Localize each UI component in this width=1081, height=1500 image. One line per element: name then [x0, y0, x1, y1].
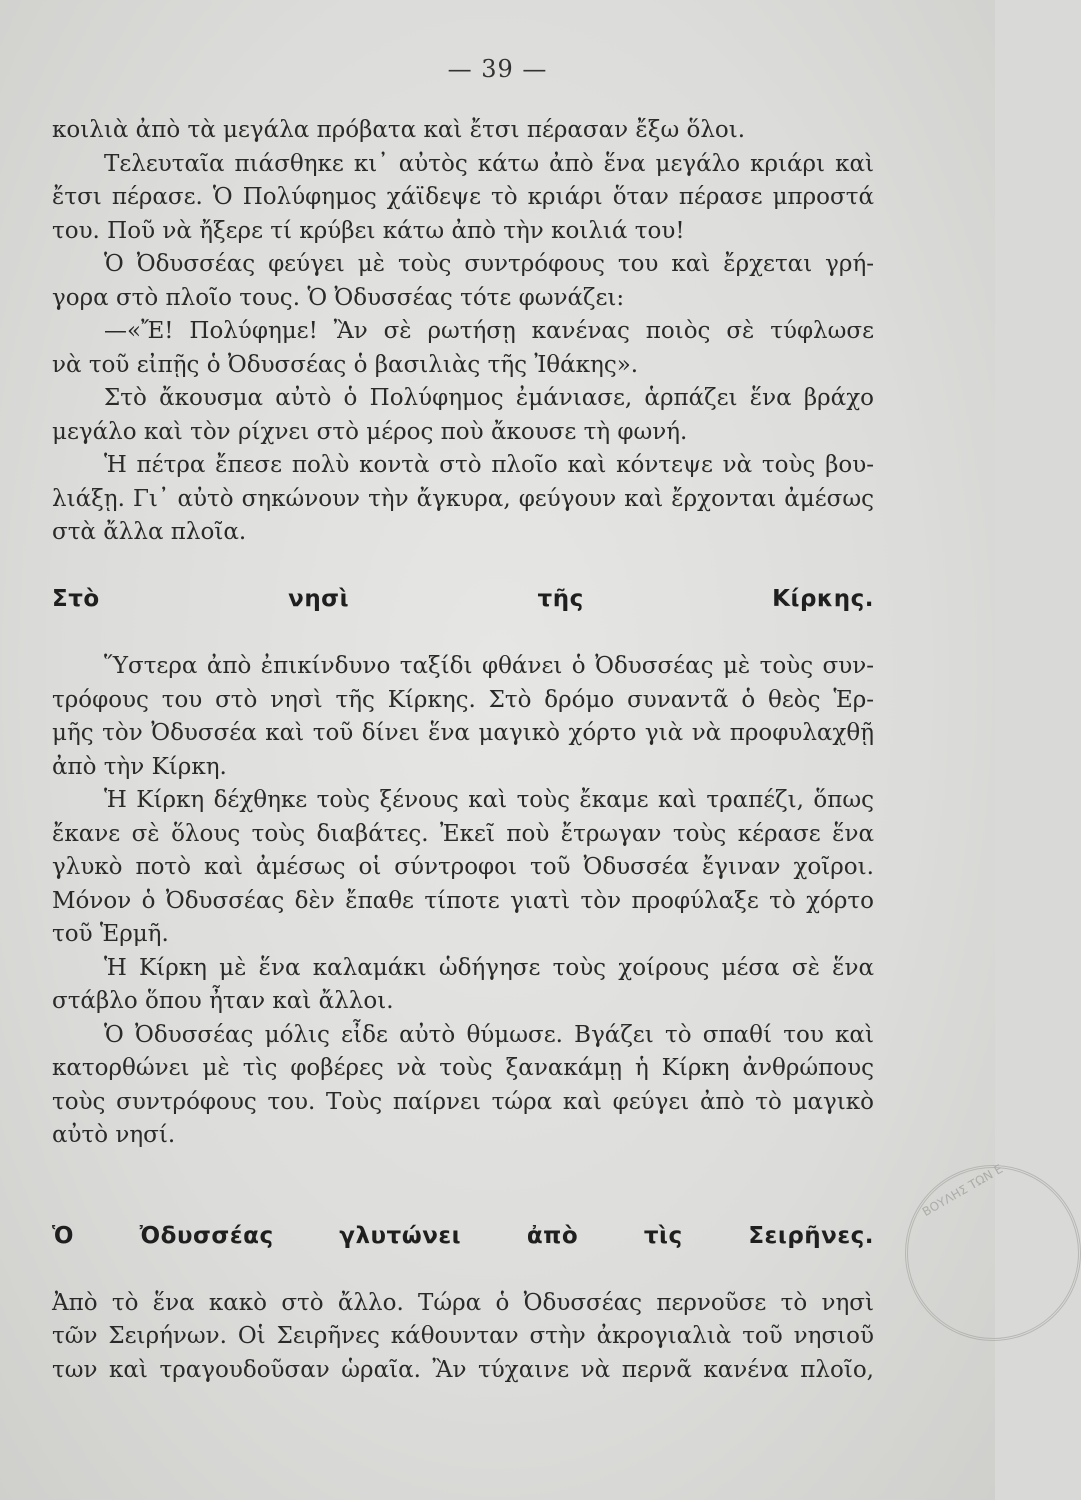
- text-line: —«Ἔ! Πολύφημε! Ἂν σὲ ρωτήσῃ κανένας ποιὸς σὲ τύφλωσε: [104, 318, 874, 344]
- text-line: Ὁ Ὀδυσσέας μόλις εἶδε αὐτὸ θύμωσε. Βγάζει τὸ σπαθί του καὶ: [104, 1021, 874, 1048]
- blank-line: [52, 1253, 874, 1287]
- text-line: Ἡ Κίρκη μὲ ἕνα καλαμάκι ὡδήγησε τοὺς χοίρους μέσα σὲ ἕνα: [104, 954, 874, 981]
- text-line: Ἀπὸ τὸ ἕνα κακὸ στὸ ἄλλο. Τώρα ὁ Ὀδυσσέας περνοῦσε τὸ νησὶ: [52, 1289, 874, 1316]
- text-line: μεγάλο καὶ τὸν ρίχνει στὸ μέρος ποὺ ἄκουσε τὴ φωνή.: [52, 418, 688, 445]
- text-line: κοιλιὰ ἀπὸ τὰ μεγάλα πρόβατα καὶ ἔτσι πέρασαν ἔξω ὅλοι.: [52, 117, 746, 143]
- section-heading-sirens: Ὁ Ὀδυσσέας γλυτώνει ἀπὸ τὶς Σειρῆνες.: [52, 1222, 874, 1249]
- text-line: Μόνον ὁ Ὀδυσσέας δὲν ἔπαθε τίποτε γιατὶ τὸν προφύλαξε τὸ χόρτο: [52, 887, 874, 914]
- blank-line: [52, 1153, 874, 1187]
- text-line: γορα στὸ πλοῖο τους. Ὁ Ὀδυσσέας τότε φωνάζει:: [52, 284, 625, 311]
- text-line: Ὁ Ὀδυσσέας φεύγει μὲ τοὺς συντρόφους του καὶ ἔρχεται γρή-: [104, 251, 874, 277]
- page-number: — 39 —: [447, 55, 548, 83]
- blank-line: [52, 617, 874, 651]
- text-line: Ὕστερα ἀπὸ ἐπικίνδυνο ταξίδι φθάνει ὁ Ὀδυσσέας μὲ τοὺς συν-: [104, 653, 874, 679]
- text-line: στάβλο ὅπου ἦταν καὶ ἄλλοι.: [52, 988, 394, 1014]
- text-line: μῆς τὸν Ὀδυσσέα καὶ τοῦ δίνει ἕνα μαγικὸ χόρτο γιὰ νὰ προφυλαχθῇ: [52, 720, 874, 746]
- body-text: [52, 114, 874, 1387]
- text-line: των καὶ τραγουδοῦσαν ὡραῖα. Ἂν τύχαινε νὰ περνᾶ κανένα πλοῖο,: [52, 1356, 874, 1383]
- blank-line: [52, 1186, 874, 1220]
- text-line: γλυκὸ ποτὸ καὶ ἀμέσως οἱ σύντροφοι τοῦ Ὀδυσσέα ἔγιναν χοῖροι.: [52, 854, 874, 880]
- text-line: Ἡ Κίρκη δέχθηκε τοὺς ξένους καὶ τοὺς ἔκαμε καὶ τραπέζι, ὅπως: [104, 787, 874, 813]
- text-line: τῶν Σειρήνων. Οἱ Σειρῆνες κάθουνταν στὴν ἀκρογιαλιὰ τοῦ νησιοῦ: [52, 1323, 874, 1349]
- text-line: ἔτσι πέρασε. Ὁ Πολύφημος χάϊδεψε τὸ κριάρι ὅταν πέρασε μπροστά: [52, 184, 874, 210]
- text-line: λιάξῃ. Γι᾿ αὐτὸ σηκώνουν τὴν ἄγκυρα, φεύγουν καὶ ἔρχονται ἀμέσως: [52, 485, 874, 512]
- library-stamp: [905, 1161, 1081, 1341]
- text-line: τοῦ Ἑρμῆ.: [52, 921, 169, 947]
- text-line: τρόφους του στὸ νησὶ τῆς Κίρκης. Στὸ δρόμο συναντᾶ ὁ θεὸς Ἑρ-: [52, 686, 874, 713]
- text-line: τοὺς συντρόφους του. Τοὺς παίρνει τώρα καὶ φεύγει ἀπὸ τὸ μαγικὸ: [52, 1088, 874, 1115]
- stamp-text: ΒΟΥΛΗΣ ΤΩΝ Ε: [919, 1161, 1006, 1220]
- text-line: Ἡ πέτρα ἔπεσε πολὺ κοντὰ στὸ πλοῖο καὶ κόντεψε νὰ τοὺς βου-: [104, 452, 874, 478]
- text-line: του. Ποῦ νὰ ἤξερε τί κρύβει κάτω ἀπὸ τὴν κοιλιά του!: [52, 217, 685, 244]
- text-line: Τελευταῖα πιάσθηκε κι᾿ αὐτὸς κάτω ἀπὸ ἕνα μεγάλο κριάρι καὶ: [104, 150, 874, 177]
- text-line: ἔκανε σὲ ὅλους τοὺς διαβάτες. Ἐκεῖ ποὺ ἔτρωγαν τοὺς κέρασε ἕνα: [52, 820, 874, 847]
- text-line: αὐτὸ νησί.: [52, 1122, 176, 1148]
- text-line: κατορθώνει μὲ τὶς φοβέρες νὰ τοὺς ξανακάμῃ ἡ Κίρκη ἀνθρώπους: [52, 1055, 874, 1081]
- text-line: ἀπὸ τὴν Κίρκη.: [52, 753, 227, 780]
- text-line: νὰ τοῦ εἰπῇς ὁ Ὀδυσσέας ὁ βασιλιὰς τῆς Ἰθάκης».: [52, 351, 639, 378]
- section-heading-kirke: Στὸ νησὶ τῆς Κίρκης.: [52, 586, 874, 612]
- text-line: στὰ ἄλλα πλοῖα.: [52, 519, 247, 545]
- blank-line: [52, 550, 874, 584]
- text-line: Στὸ ἄκουσμα αὐτὸ ὁ Πολύφημος ἐμάνιασε, ἁρπάζει ἕνα βράχο: [104, 385, 874, 411]
